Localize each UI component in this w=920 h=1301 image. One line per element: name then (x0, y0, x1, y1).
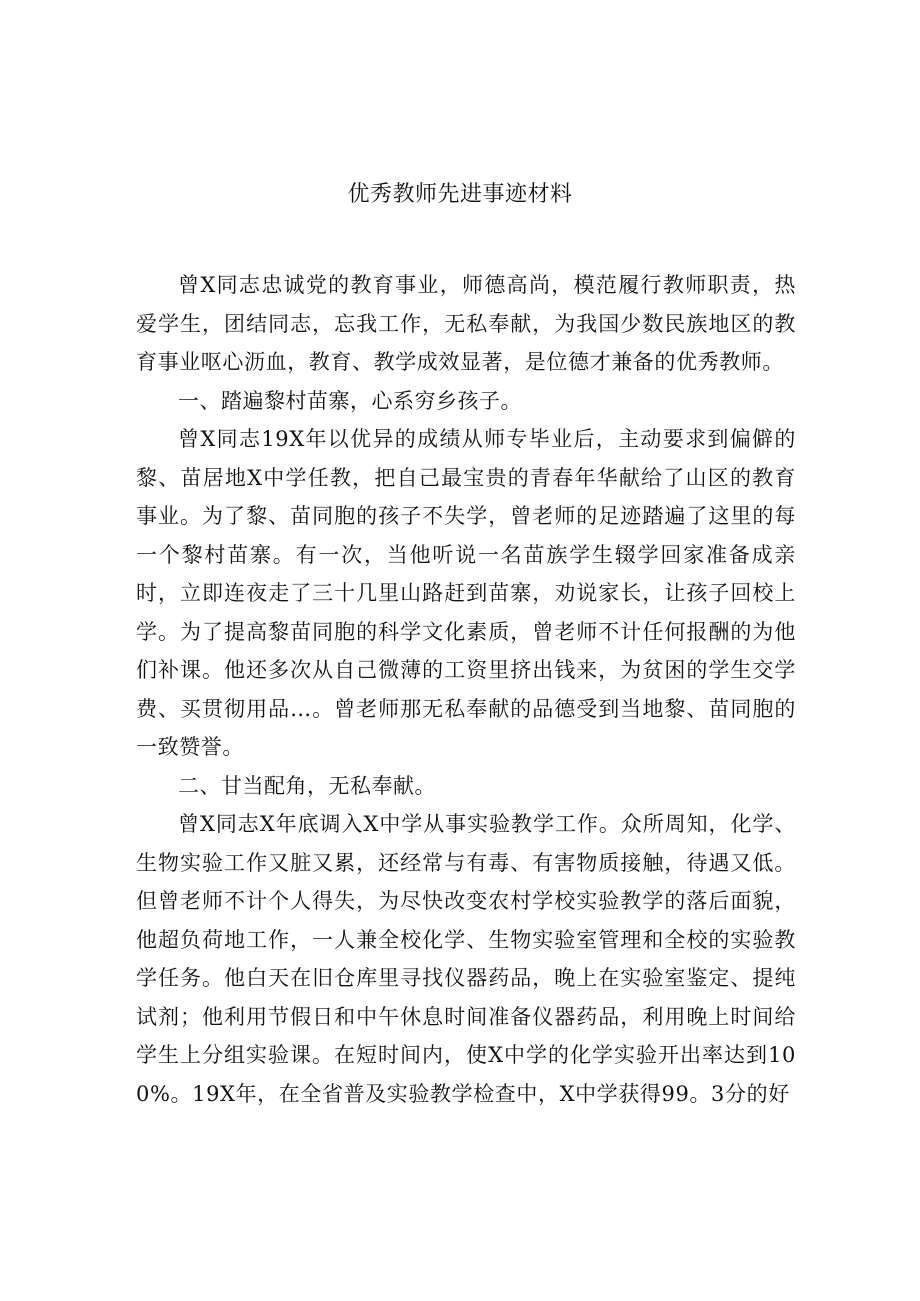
section-paragraph-1: 曾X同志19X年以优异的成绩从师专毕业后，主动要求到偏僻的黎、苗居地X中学任教，把自己最宝贵的青春年华献给了山区的教育事业。为了黎、苗同胞的孩子不失学，曾老师的足迹踏遍了这里的每一个黎村苗寨。有一次，当他听说一名苗族学生辍学回家准备成亲时，立即连夜走了三十几里山路赶到苗寨，劝说家长，让孩子回校上学。为了提高黎苗同胞的科学文化素质，曾老师不计任何报酬的为他们补课。他还多次从自己微薄的工资里挤出钱来，为贫困的学生交学费、买贯彻用品…。曾老师那无私奉献的品德受到当地黎、苗同胞的一致赞誉。 (136, 427, 796, 759)
section-paragraph-2: 曾X同志X年底调入X中学从事实验教学工作。众所周知，化学、生物实验工作又脏又累，还经常与有毒、有害物质接触，待遇又低。但曾老师不计个人得失，为尽快改变农村学校实验教学的落后面貌，他超负荷地工作，一人兼全校化学、生物实验室管理和全校的实验教学任务。他白天在旧仓库里寻找仪器药品，晚上在实验室鉴定、提纯试剂；他利用节假日和中午休息时间准备仪器药品，利用晚上时间给学生上分组实验课。在短时间内，使X中学的化学实验开出率达到100%。19X年，在全省普及实验教学检查中，X中学获得99。3分的好 (136, 812, 796, 1106)
document-title: 优秀教师先进事迹材料 (347, 182, 573, 207)
intro-paragraph: 曾X同志忠诚党的教育事业，师德高尚，模范履行教师职责，热爱学生，团结同志，忘我工作，无私奉献，为我国少数民族地区的教育事业呕心沥血，教育、教学成效显著，是位德才兼备的优秀教师。 (136, 273, 796, 374)
section-heading-1: 一、踏遍黎村苗寨，心系穷乡孩子。 (178, 388, 522, 413)
section-heading-2: 二、甘当配角，无私奉献。 (178, 773, 436, 798)
document-body (136, 266, 796, 1113)
